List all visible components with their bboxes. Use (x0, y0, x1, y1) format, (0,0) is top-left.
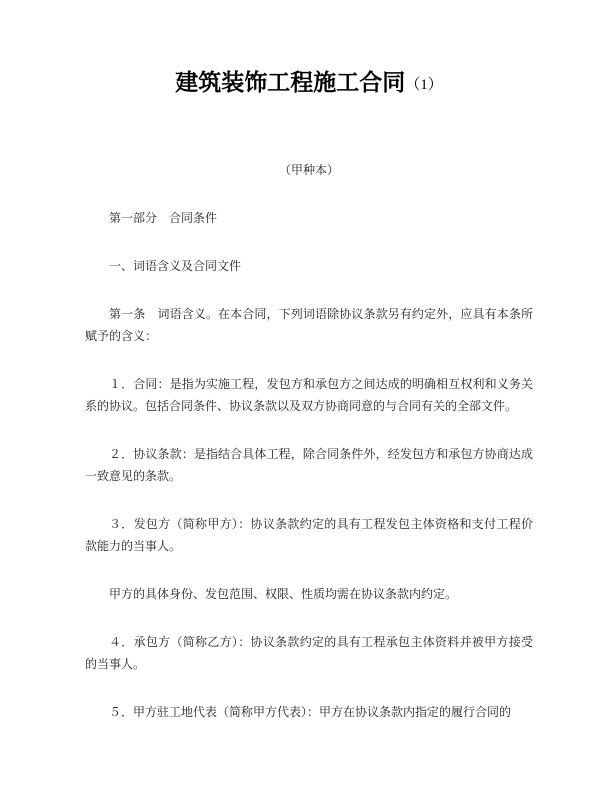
document-title-text: 建筑装饰工程施工合同 (175, 69, 406, 95)
paragraph-clause-definitions: 第一条 词语含义。在本合同，下列词语除协议条款另有约定外，应具有本条所赋予的含义： (85, 307, 533, 343)
document-title (85, 66, 533, 101)
section-heading: 一、词语含义及合同文件 (109, 259, 242, 273)
paragraph-term-agreement-clauses: ２．协议条款：是指结合具体工程，除合同条件外，经发包方和承包方协商达成一致意见的条款。 (85, 447, 533, 483)
document-title-number: （1） (405, 77, 443, 93)
part-heading: 第一部分 合同条件 (109, 211, 218, 225)
paragraph-term-employer: ３．发包方（简称甲方）：协议条款约定的具有工程发包主体资格和支付工程价款能力的当事人。 (85, 517, 533, 553)
document-subtitle: （甲种本） (278, 163, 339, 177)
paragraph-term-contract: １．合同：是指为实施工程，发包方和承包方之间达成的明确相互权利和义务关系的协议。包括合同条件、协议条款以及双方协商同意的与合同有关的全部文件。 (85, 377, 533, 413)
paragraph-term-contractor: ４．承包方（简称乙方）：协议条款约定的具有工程承包主体资料并被甲方接受的当事人。 (85, 635, 533, 671)
paragraph-employer-identity-note: 甲方的具体身份、发包范围、权限、性质均需在协议条款内约定。 (109, 587, 458, 601)
document-content (85, 0, 533, 723)
paragraph-term-employer-site-representative: ５．甲方驻工地代表（简称甲方代表）：甲方在协议条款内指定的履行合同的 (109, 705, 512, 719)
